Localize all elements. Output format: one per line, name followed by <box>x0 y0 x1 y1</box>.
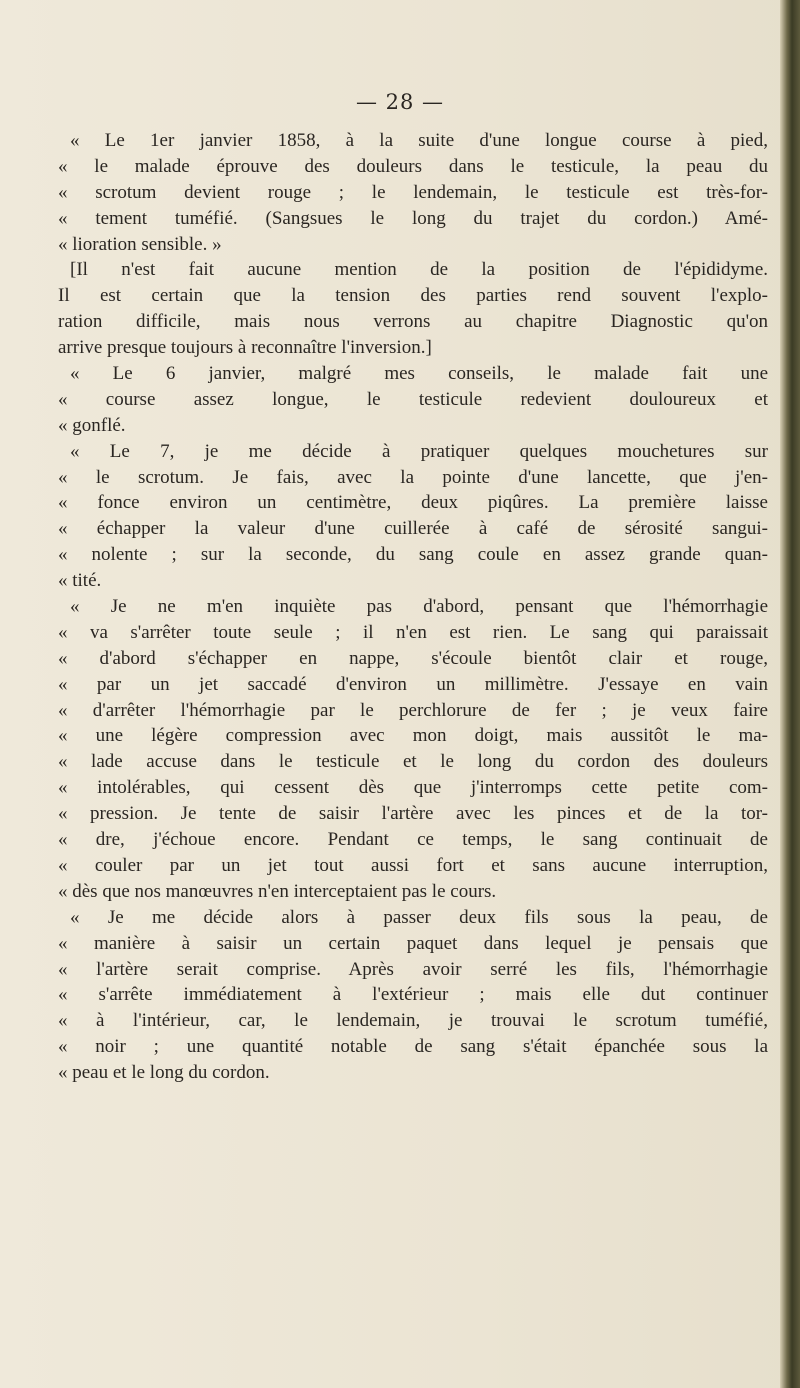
body-text <box>58 128 768 1086</box>
text-line: « couler par un jet tout aussi fort et sans aucune interruption, <box>58 854 768 876</box>
text-line: « tement tuméfié. (Sangsues le long du trajet du cordon.) Amé- <box>58 207 768 229</box>
text-line: « noir ; une quantité notable de sang s'était épanchée sous la <box>58 1036 768 1058</box>
text-line: [Il n'est fait aucune mention de la position de l'épididyme. <box>70 259 768 281</box>
text-line: « l'artère serait comprise. Après avoir serré les fils, l'hémorrhagie <box>58 958 768 980</box>
text-line: « va s'arrêter toute seule ; il n'en est rien. Le sang qui paraissait <box>58 621 768 643</box>
text-line: « scrotum devient rouge ; le lendemain, le testicule est très-for- <box>58 181 768 203</box>
text-line: « à l'intérieur, car, le lendemain, je trouvai le scrotum tuméfié, <box>58 1010 768 1032</box>
text-line: « lioration sensible. » <box>58 233 222 255</box>
text-line: « intolérables, qui cessent dès que j'interromps cette petite com- <box>58 777 768 799</box>
page-edge <box>780 0 800 1388</box>
page-number: — 28 — <box>355 90 445 114</box>
text-line: « le scrotum. Je fais, avec la pointe d'une lancette, que j'en- <box>58 466 768 488</box>
text-line: « gonflé. <box>58 414 126 436</box>
text-line: Il est certain que la tension des parties rend souvent l'explo- <box>58 285 768 307</box>
text-line: « tité. <box>58 570 102 592</box>
text-line: « manière à saisir un certain paquet dans lequel je pensais que <box>58 932 768 954</box>
text-line: « Le 1er janvier 1858, à la suite d'une longue course à pied, <box>70 130 768 151</box>
text-line: « Je ne m'en inquiète pas d'abord, pensant que l'hémorrhagie <box>70 596 768 618</box>
text-line: « peau et le long du cordon. <box>58 1062 270 1084</box>
text-line: « Le 7, je me décide à pratiquer quelques mouchetures sur <box>70 440 768 462</box>
text-line: « échapper la valeur d'une cuillerée à café de sérosité sangui- <box>58 518 768 540</box>
text-line: « lade accuse dans le testicule et le long du cordon des douleurs <box>58 751 768 773</box>
text-line: « Le 6 janvier, malgré mes conseils, le malade fait une <box>70 363 768 385</box>
text-line: « s'arrête immédiatement à l'extérieur ; mais elle dut continuer <box>58 984 768 1006</box>
text-line: « Je me décide alors à passer deux fils sous la peau, de <box>70 906 768 928</box>
text-line: « le malade éprouve des douleurs dans le testicule, la peau du <box>58 155 768 177</box>
text-line: « dès que nos manœuvres n'en interceptaient pas le cours. <box>58 880 497 902</box>
text-line: « d'arrêter l'hémorrhagie par le perchlorure de fer ; je veux faire <box>58 699 768 721</box>
text-line: « pression. Je tente de saisir l'artère avec les pinces et de la tor- <box>58 803 768 825</box>
text-line: « d'abord s'échapper en nappe, s'écoule bientôt clair et rouge, <box>58 647 768 669</box>
text-line: « course assez longue, le testicule redevient douloureux et <box>58 388 768 410</box>
text-line: arrive presque toujours à reconnaître l'inversion.] <box>58 337 432 359</box>
text-line: « dre, j'échoue encore. Pendant ce temps, le sang continuait de <box>58 829 768 851</box>
text-line: « une légère compression avec mon doigt, mais aussitôt le ma- <box>58 725 768 747</box>
text-line: « nolente ; sur la seconde, du sang coule en assez grande quan- <box>58 544 768 566</box>
text-line: « par un jet saccadé d'environ un millimètre. J'essaye en vain <box>58 673 768 695</box>
text-line: « fonce environ un centimètre, deux piqûres. La première laisse <box>58 492 768 514</box>
text-line: ration difficile, mais nous verrons au chapitre Diagnostic qu'on <box>58 311 768 333</box>
